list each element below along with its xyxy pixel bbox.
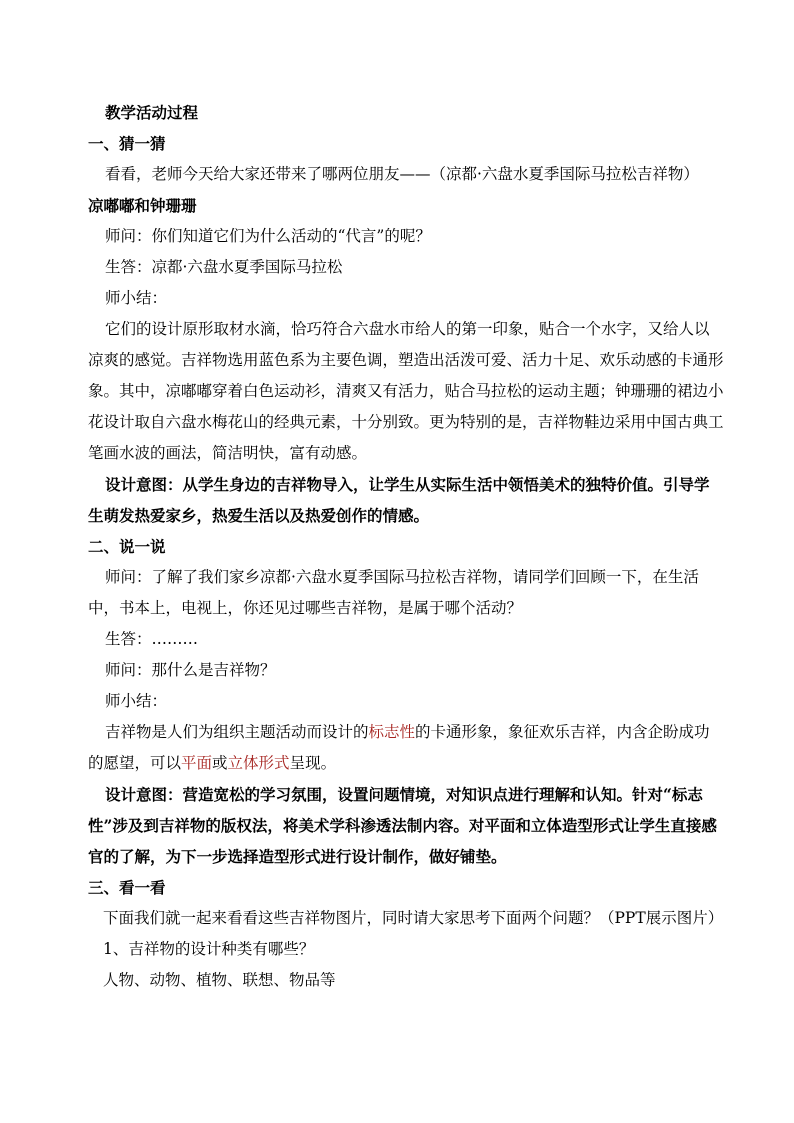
answer-item: 人物、动物、植物、联想、物品等: [103, 971, 336, 989]
document-title: 教学活动过程: [105, 103, 199, 122]
definition-line: [105, 717, 755, 748]
summary-paragraph-line: 凉爽的感觉。吉祥物选用蓝色系为主要色调，塑造出活泼可爱、活力十足、欢乐动感的卡通形: [88, 351, 724, 369]
design-intent-line: 生萌发热爱家乡，热爱生活以及热爱创作的情感。: [88, 506, 430, 525]
section-heading-3: 三、看一看: [88, 878, 166, 897]
definition-text: 或: [212, 754, 228, 772]
teacher-question: 师问：那什么是吉祥物？: [105, 661, 276, 679]
summary-label: 师小结：: [105, 289, 168, 307]
design-intent-line: 官的了解，为下一步选择造型形式进行设计制作，做好铺垫。: [88, 847, 507, 866]
summary-paragraph-line: 它们的设计原形取材水滴，恰巧符合六盘水市给人的第一印象，贴合一个水字，又给人以: [105, 320, 710, 338]
student-answer: 生答：………: [105, 630, 199, 648]
teacher-question: 师问：了解了我们家乡凉都·六盘水夏季国际马拉松吉祥物，请同学们回顾一下，在生活: [105, 568, 699, 586]
summary-paragraph-line: 笔画水波的画法，简洁明快，富有动感。: [88, 444, 368, 462]
highlight-term: 立体形式: [227, 754, 290, 772]
definition-line: [88, 748, 738, 779]
design-intent-line: 设计意图：从学生身边的吉祥物导入，让学生从实际生活中领悟美术的独特价值。引导学: [105, 475, 710, 494]
highlight-term: 标志性: [368, 723, 416, 741]
definition-text: 吉祥物是人们为组织主题活动而设计的: [105, 723, 369, 741]
design-intent-line: 性”涉及到吉祥物的版权法，将美术学科渗透法制内容。对平面和立体造型形式让学生直接感: [88, 816, 717, 835]
summary-paragraph-line: 象。其中，凉嘟嘟穿着白色运动衫，清爽又有活力，贴合马拉松的运动主题；钟珊珊的裙边小: [88, 382, 724, 400]
summary-paragraph-line: 花设计取自六盘水梅花山的经典元素，十分别致。更为特别的是，吉祥物鞋边采用中国古典工: [88, 413, 724, 431]
summary-label: 师小结：: [105, 692, 168, 710]
question-item: 1、吉祥物的设计种类有哪些？: [103, 940, 315, 958]
design-intent-line: 设计意图：营造宽松的学习氛围，设置问题情境，对知识点进行理解和认知。针对“标志: [105, 785, 703, 804]
section1-intro: 看看，老师今天给大家还带来了哪两位朋友——（凉都·六盘水夏季国际马拉松吉祥物）: [105, 165, 699, 183]
section-heading-1: 一、猜一猜: [88, 134, 166, 153]
teacher-question: 中，书本上，电视上，你还见过哪些吉祥物，是属于哪个活动？: [88, 599, 523, 617]
section-heading-2: 二、说一说: [88, 537, 166, 556]
highlight-term: 平面: [181, 754, 213, 772]
definition-text: 的卡通形象，象征欢乐吉祥，内含企盼成功: [415, 723, 710, 741]
definition-text: 呈现。: [289, 754, 337, 772]
section3-intro: 下面我们就一起来看看这些吉祥物图片，同时请大家思考下面两个问题？（PPT展示图片）: [103, 909, 724, 927]
teacher-question: 师问：你们知道它们为什么活动的“代言”的呢？: [105, 227, 431, 245]
student-answer: 生答：凉都·六盘水夏季国际马拉松: [105, 258, 343, 276]
definition-text: 的愿望，可以: [88, 754, 182, 772]
mascot-names: 凉嘟嘟和钟珊珊: [88, 196, 197, 215]
